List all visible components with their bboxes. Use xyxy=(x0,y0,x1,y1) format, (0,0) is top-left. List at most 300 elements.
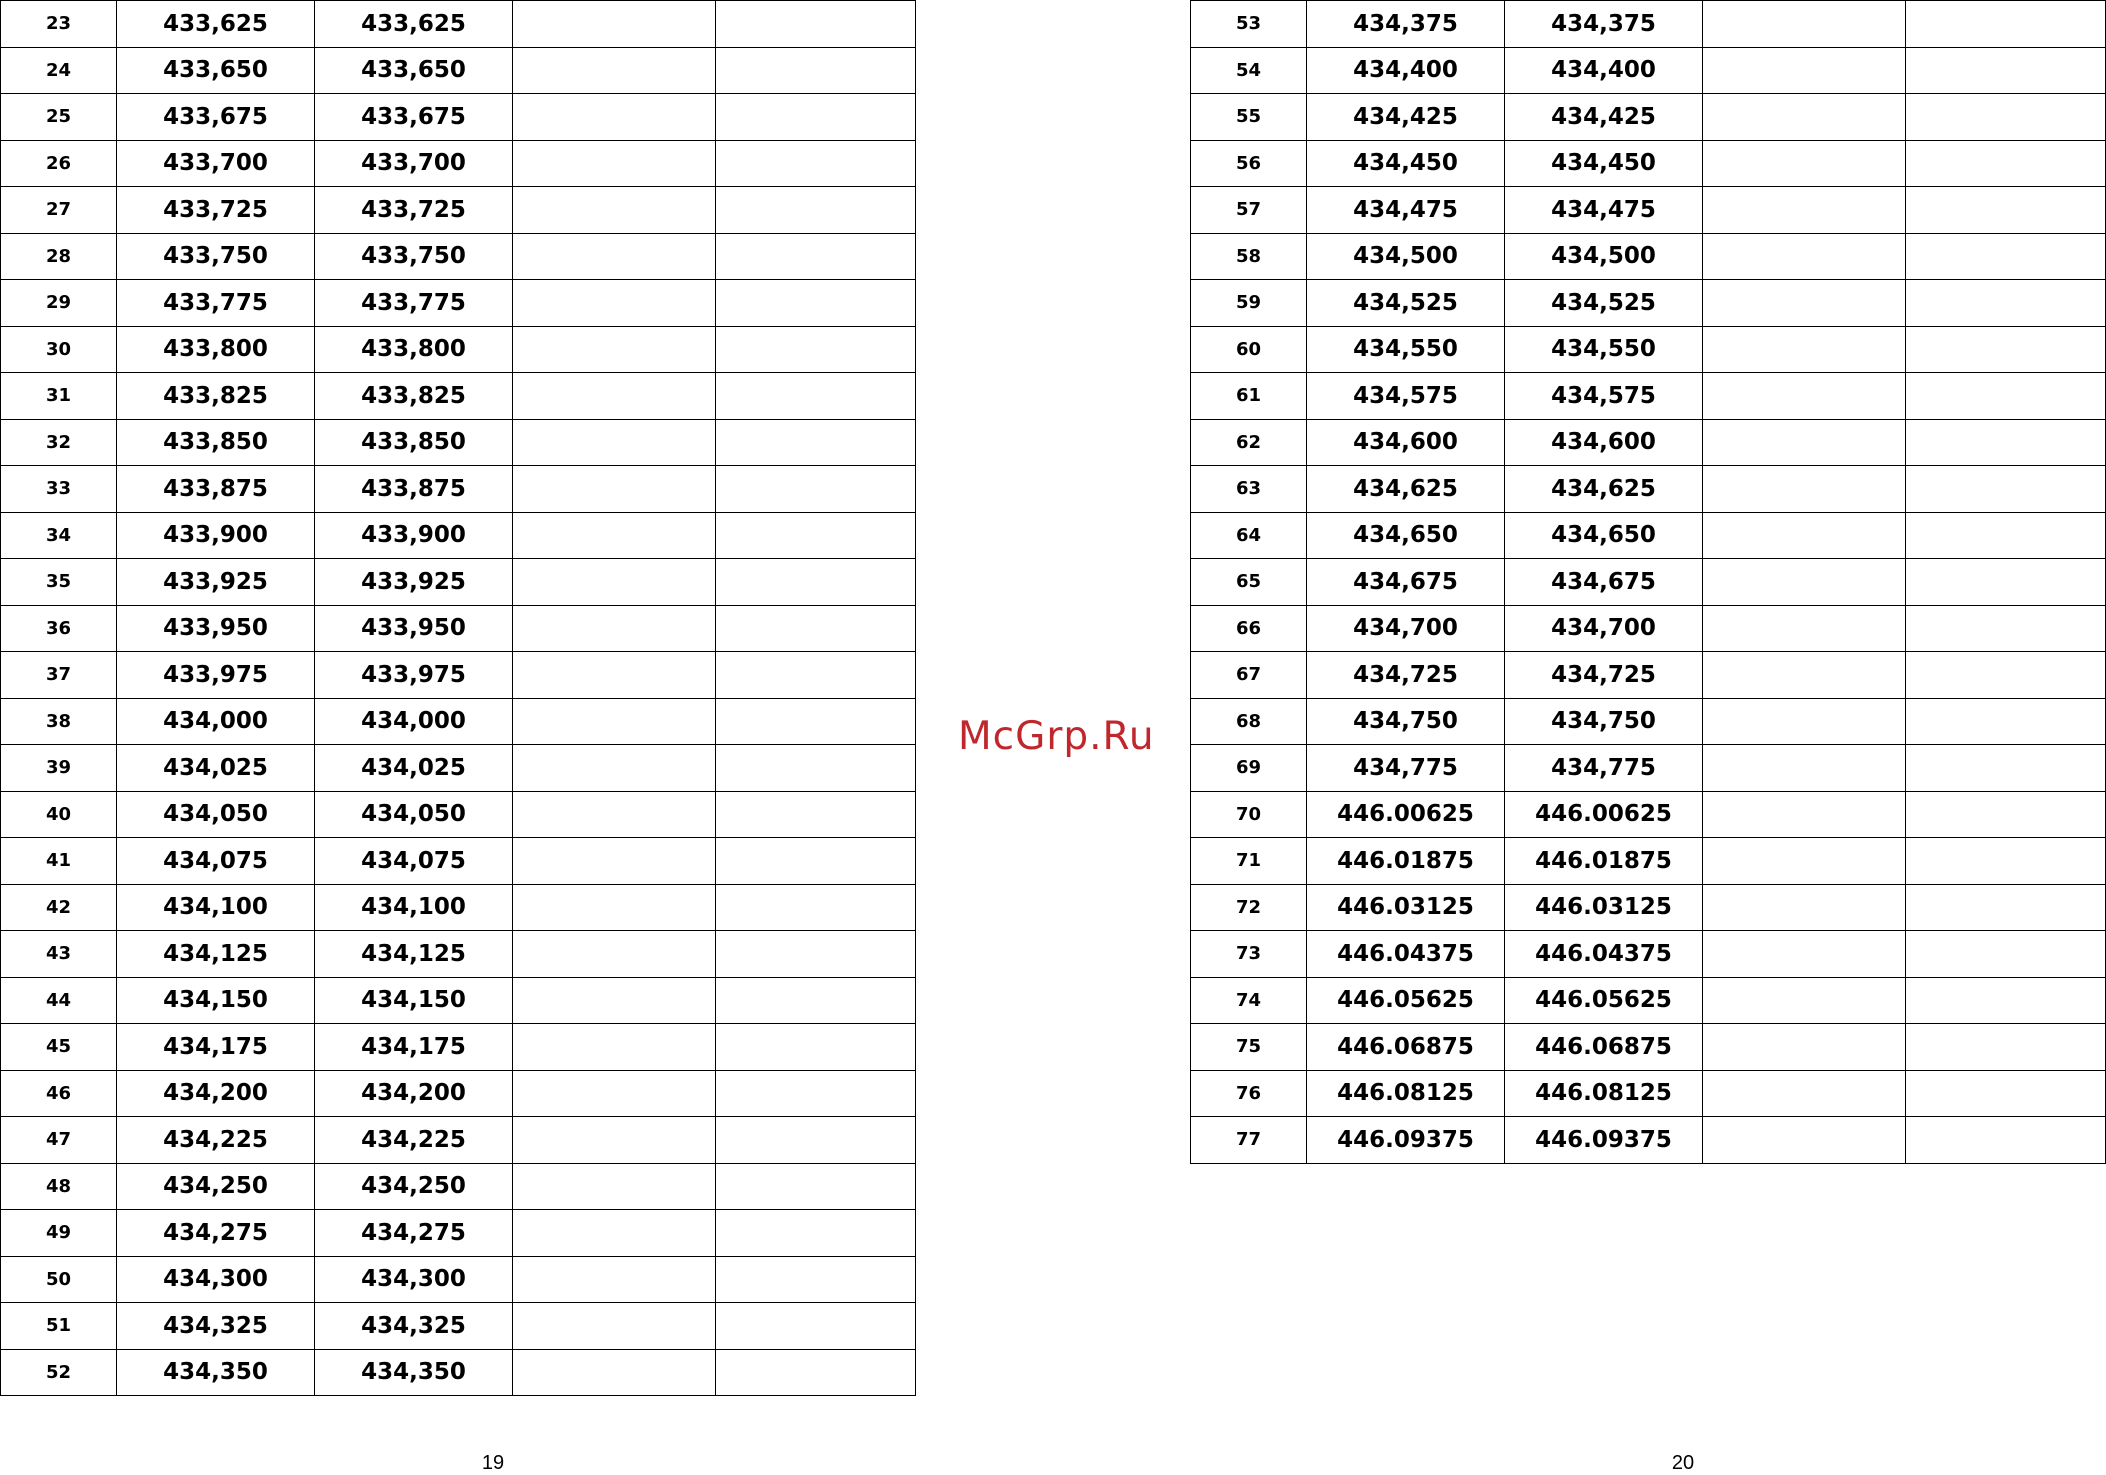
blank-cell xyxy=(716,791,916,838)
frequency-cell: 434,250 xyxy=(315,1163,513,1210)
blank-cell xyxy=(1906,373,2106,420)
frequency-cell: 434,750 xyxy=(1307,698,1505,745)
blank-cell xyxy=(513,280,716,327)
table-row xyxy=(1191,233,2106,280)
frequency-cell: 446.01875 xyxy=(1307,838,1505,885)
blank-cell xyxy=(513,1117,716,1164)
blank-cell xyxy=(1906,745,2106,792)
frequency-cell: 433,925 xyxy=(117,559,315,606)
frequency-cell: 433,675 xyxy=(315,94,513,141)
table-row xyxy=(1,791,916,838)
frequency-cell: 433,900 xyxy=(315,512,513,559)
table-row xyxy=(1,466,916,513)
frequency-cell: 433,775 xyxy=(315,280,513,327)
frequency-cell: 433,825 xyxy=(117,373,315,420)
channel-number-cell: 31 xyxy=(1,373,117,420)
table-row xyxy=(1191,605,2106,652)
channel-number-cell: 41 xyxy=(1,838,117,885)
table-row xyxy=(1191,838,2106,885)
blank-cell xyxy=(513,1349,716,1396)
frequency-cell: 433,850 xyxy=(117,419,315,466)
channel-number-cell: 63 xyxy=(1191,466,1307,513)
table-row xyxy=(1,559,916,606)
blank-cell xyxy=(716,977,916,1024)
blank-cell xyxy=(1906,1117,2106,1164)
blank-cell xyxy=(1906,1,2106,48)
blank-cell xyxy=(1703,931,1906,978)
blank-cell xyxy=(716,512,916,559)
frequency-cell: 433,800 xyxy=(117,326,315,373)
blank-cell xyxy=(1703,1070,1906,1117)
blank-cell xyxy=(1906,559,2106,606)
blank-cell xyxy=(513,419,716,466)
blank-cell xyxy=(1703,466,1906,513)
frequency-cell: 434,700 xyxy=(1307,605,1505,652)
frequency-cell: 434,275 xyxy=(315,1210,513,1257)
frequency-cell: 434,725 xyxy=(1505,652,1703,699)
page-number-right: 20 xyxy=(1671,1452,1695,1474)
table-row xyxy=(1,1163,916,1210)
frequency-cell: 433,625 xyxy=(315,1,513,48)
blank-cell xyxy=(1703,559,1906,606)
table-row xyxy=(1191,791,2106,838)
frequency-cell: 434,575 xyxy=(1307,373,1505,420)
channel-number-cell: 50 xyxy=(1,1256,117,1303)
frequency-cell: 434,625 xyxy=(1505,466,1703,513)
frequency-cell: 434,425 xyxy=(1307,94,1505,141)
table-row xyxy=(1191,977,2106,1024)
blank-cell xyxy=(1703,791,1906,838)
blank-cell xyxy=(513,977,716,1024)
blank-cell xyxy=(513,47,716,94)
frequency-cell: 434,300 xyxy=(117,1256,315,1303)
blank-cell xyxy=(513,1256,716,1303)
page-number-left: 19 xyxy=(481,1452,505,1474)
channel-number-cell: 26 xyxy=(1,140,117,187)
frequency-cell: 433,975 xyxy=(315,652,513,699)
channel-number-cell: 61 xyxy=(1191,373,1307,420)
frequency-cell: 434,175 xyxy=(315,1024,513,1071)
blank-cell xyxy=(1703,1,1906,48)
blank-cell xyxy=(513,745,716,792)
frequency-cell: 433,675 xyxy=(117,94,315,141)
blank-cell xyxy=(513,652,716,699)
channel-number-cell: 43 xyxy=(1,931,117,978)
blank-cell xyxy=(513,605,716,652)
frequency-cell: 434,675 xyxy=(1505,559,1703,606)
table-row xyxy=(1,1117,916,1164)
table-row xyxy=(1,1303,916,1350)
frequency-cell: 434,650 xyxy=(1307,512,1505,559)
frequency-cell: 446.03125 xyxy=(1505,884,1703,931)
channel-number-cell: 23 xyxy=(1,1,117,48)
frequency-cell: 434,475 xyxy=(1505,187,1703,234)
frequency-cell: 434,125 xyxy=(117,931,315,978)
frequency-cell: 434,075 xyxy=(315,838,513,885)
frequency-cell: 434,750 xyxy=(1505,698,1703,745)
blank-cell xyxy=(1906,94,2106,141)
frequency-cell: 434,775 xyxy=(1307,745,1505,792)
channel-number-cell: 29 xyxy=(1,280,117,327)
blank-cell xyxy=(1906,1070,2106,1117)
frequency-cell: 434,350 xyxy=(315,1349,513,1396)
blank-cell xyxy=(716,140,916,187)
channel-number-cell: 53 xyxy=(1191,1,1307,48)
frequency-cell: 434,200 xyxy=(315,1070,513,1117)
blank-cell xyxy=(716,745,916,792)
frequency-cell: 434,475 xyxy=(1307,187,1505,234)
frequency-cell: 446.06875 xyxy=(1505,1024,1703,1071)
blank-cell xyxy=(513,1070,716,1117)
frequency-cell: 434,500 xyxy=(1307,233,1505,280)
blank-cell xyxy=(716,94,916,141)
table-row xyxy=(1,838,916,885)
table-row xyxy=(1191,94,2106,141)
blank-cell xyxy=(1703,884,1906,931)
table-row xyxy=(1191,559,2106,606)
table-row xyxy=(1191,187,2106,234)
blank-cell xyxy=(1906,187,2106,234)
channel-number-cell: 59 xyxy=(1191,280,1307,327)
frequency-table-right-body xyxy=(1191,1,2106,1164)
channel-number-cell: 34 xyxy=(1,512,117,559)
channel-number-cell: 30 xyxy=(1,326,117,373)
blank-cell xyxy=(716,559,916,606)
table-row xyxy=(1,1349,916,1396)
blank-cell xyxy=(1906,698,2106,745)
channel-number-cell: 58 xyxy=(1191,233,1307,280)
frequency-cell: 434,200 xyxy=(117,1070,315,1117)
frequency-cell: 434,025 xyxy=(315,745,513,792)
channel-number-cell: 35 xyxy=(1,559,117,606)
blank-cell xyxy=(513,884,716,931)
frequency-cell: 433,650 xyxy=(117,47,315,94)
blank-cell xyxy=(716,1303,916,1350)
frequency-cell: 434,100 xyxy=(315,884,513,931)
frequency-cell: 446.09375 xyxy=(1505,1117,1703,1164)
frequency-cell: 434,325 xyxy=(117,1303,315,1350)
table-row xyxy=(1191,140,2106,187)
frequency-cell: 434,600 xyxy=(1307,419,1505,466)
frequency-cell: 434,450 xyxy=(1505,140,1703,187)
frequency-cell: 434,600 xyxy=(1505,419,1703,466)
blank-cell xyxy=(1906,977,2106,1024)
table-row xyxy=(1,280,916,327)
table-row xyxy=(1,1024,916,1071)
blank-cell xyxy=(513,512,716,559)
table-row xyxy=(1,326,916,373)
blank-cell xyxy=(1703,1117,1906,1164)
table-row xyxy=(1191,373,2106,420)
channel-number-cell: 57 xyxy=(1191,187,1307,234)
frequency-cell: 434,725 xyxy=(1307,652,1505,699)
blank-cell xyxy=(716,838,916,885)
blank-cell xyxy=(513,326,716,373)
frequency-cell: 434,250 xyxy=(117,1163,315,1210)
frequency-cell: 433,750 xyxy=(117,233,315,280)
frequency-cell: 446.08125 xyxy=(1307,1070,1505,1117)
blank-cell xyxy=(716,373,916,420)
frequency-cell: 434,025 xyxy=(117,745,315,792)
blank-cell xyxy=(716,884,916,931)
channel-number-cell: 51 xyxy=(1,1303,117,1350)
blank-cell xyxy=(716,326,916,373)
blank-cell xyxy=(716,1210,916,1257)
frequency-cell: 446.04375 xyxy=(1307,931,1505,978)
frequency-cell: 434,050 xyxy=(315,791,513,838)
frequency-cell: 434,500 xyxy=(1505,233,1703,280)
blank-cell xyxy=(1703,280,1906,327)
frequency-cell: 434,625 xyxy=(1307,466,1505,513)
channel-number-cell: 46 xyxy=(1,1070,117,1117)
frequency-cell: 433,850 xyxy=(315,419,513,466)
frequency-cell: 446.01875 xyxy=(1505,838,1703,885)
channel-number-cell: 39 xyxy=(1,745,117,792)
blank-cell xyxy=(513,931,716,978)
blank-cell xyxy=(1906,838,2106,885)
blank-cell xyxy=(513,838,716,885)
blank-cell xyxy=(716,1,916,48)
table-row xyxy=(1,652,916,699)
table-row xyxy=(1,419,916,466)
blank-cell xyxy=(513,1303,716,1350)
frequency-cell: 434,350 xyxy=(117,1349,315,1396)
frequency-cell: 434,050 xyxy=(117,791,315,838)
frequency-cell: 434,400 xyxy=(1505,47,1703,94)
blank-cell xyxy=(1906,605,2106,652)
channel-number-cell: 65 xyxy=(1191,559,1307,606)
frequency-cell: 433,750 xyxy=(315,233,513,280)
blank-cell xyxy=(1906,140,2106,187)
blank-cell xyxy=(1703,605,1906,652)
channel-number-cell: 67 xyxy=(1191,652,1307,699)
channel-number-cell: 42 xyxy=(1,884,117,931)
frequency-cell: 434,000 xyxy=(117,698,315,745)
table-row xyxy=(1,1256,916,1303)
blank-cell xyxy=(1906,512,2106,559)
frequency-cell: 434,100 xyxy=(117,884,315,931)
table-row xyxy=(1,1070,916,1117)
blank-cell xyxy=(1703,512,1906,559)
channel-number-cell: 64 xyxy=(1191,512,1307,559)
frequency-cell: 434,375 xyxy=(1307,1,1505,48)
channel-number-cell: 77 xyxy=(1191,1117,1307,1164)
channel-number-cell: 69 xyxy=(1191,745,1307,792)
blank-cell xyxy=(1703,233,1906,280)
channel-number-cell: 24 xyxy=(1,47,117,94)
channel-number-cell: 40 xyxy=(1,791,117,838)
table-row xyxy=(1,698,916,745)
frequency-cell: 433,775 xyxy=(117,280,315,327)
frequency-table-left xyxy=(0,0,916,1396)
blank-cell xyxy=(1703,977,1906,1024)
channel-number-cell: 66 xyxy=(1191,605,1307,652)
blank-cell xyxy=(1906,47,2106,94)
frequency-cell: 434,700 xyxy=(1505,605,1703,652)
frequency-cell: 433,950 xyxy=(315,605,513,652)
channel-number-cell: 32 xyxy=(1,419,117,466)
blank-cell xyxy=(1703,419,1906,466)
table-row xyxy=(1,233,916,280)
frequency-cell: 433,925 xyxy=(315,559,513,606)
blank-cell xyxy=(1906,652,2106,699)
frequency-table-left-body xyxy=(1,1,916,1396)
channel-number-cell: 52 xyxy=(1,1349,117,1396)
channel-number-cell: 73 xyxy=(1191,931,1307,978)
table-row xyxy=(1,94,916,141)
channel-number-cell: 49 xyxy=(1,1210,117,1257)
blank-cell xyxy=(716,1024,916,1071)
frequency-cell: 434,775 xyxy=(1505,745,1703,792)
blank-cell xyxy=(513,559,716,606)
blank-cell xyxy=(1703,187,1906,234)
channel-number-cell: 54 xyxy=(1191,47,1307,94)
blank-cell xyxy=(716,466,916,513)
blank-cell xyxy=(1703,140,1906,187)
frequency-table-right xyxy=(1190,0,2106,1164)
table-row xyxy=(1191,326,2106,373)
blank-cell xyxy=(716,419,916,466)
frequency-cell: 434,550 xyxy=(1505,326,1703,373)
frequency-cell: 434,550 xyxy=(1307,326,1505,373)
frequency-cell: 446.05625 xyxy=(1307,977,1505,1024)
frequency-cell: 434,300 xyxy=(315,1256,513,1303)
blank-cell xyxy=(513,373,716,420)
blank-cell xyxy=(716,47,916,94)
frequency-cell: 434,225 xyxy=(315,1117,513,1164)
frequency-cell: 434,525 xyxy=(1505,280,1703,327)
blank-cell xyxy=(513,1163,716,1210)
blank-cell xyxy=(1906,931,2106,978)
channel-number-cell: 71 xyxy=(1191,838,1307,885)
table-row xyxy=(1,884,916,931)
frequency-cell: 433,625 xyxy=(117,1,315,48)
blank-cell xyxy=(716,1117,916,1164)
blank-cell xyxy=(513,791,716,838)
frequency-cell: 434,075 xyxy=(117,838,315,885)
blank-cell xyxy=(1906,280,2106,327)
table-row xyxy=(1,977,916,1024)
table-row xyxy=(1191,698,2106,745)
frequency-cell: 434,000 xyxy=(315,698,513,745)
channel-number-cell: 75 xyxy=(1191,1024,1307,1071)
table-row xyxy=(1,512,916,559)
channel-number-cell: 55 xyxy=(1191,94,1307,141)
frequency-cell: 446.06875 xyxy=(1307,1024,1505,1071)
channel-number-cell: 38 xyxy=(1,698,117,745)
blank-cell xyxy=(716,280,916,327)
table-row xyxy=(1191,512,2106,559)
blank-cell xyxy=(1906,326,2106,373)
blank-cell xyxy=(513,233,716,280)
blank-cell xyxy=(716,1163,916,1210)
frequency-cell: 446.04375 xyxy=(1505,931,1703,978)
channel-number-cell: 72 xyxy=(1191,884,1307,931)
table-row xyxy=(1,1210,916,1257)
blank-cell xyxy=(1703,652,1906,699)
blank-cell xyxy=(1906,233,2106,280)
table-row xyxy=(1191,1,2106,48)
channel-number-cell: 74 xyxy=(1191,977,1307,1024)
blank-cell xyxy=(716,698,916,745)
table-row xyxy=(1191,1117,2106,1164)
blank-cell xyxy=(716,605,916,652)
blank-cell xyxy=(716,1256,916,1303)
channel-number-cell: 36 xyxy=(1,605,117,652)
table-row xyxy=(1,187,916,234)
frequency-cell: 433,800 xyxy=(315,326,513,373)
frequency-cell: 434,675 xyxy=(1307,559,1505,606)
channel-number-cell: 76 xyxy=(1191,1070,1307,1117)
frequency-cell: 434,175 xyxy=(117,1024,315,1071)
table-row xyxy=(1191,652,2106,699)
table-row xyxy=(1,140,916,187)
table-row xyxy=(1,1,916,48)
frequency-cell: 446.00625 xyxy=(1307,791,1505,838)
table-row xyxy=(1,605,916,652)
frequency-cell: 434,525 xyxy=(1307,280,1505,327)
frequency-cell: 446.09375 xyxy=(1307,1117,1505,1164)
table-row xyxy=(1,745,916,792)
frequency-cell: 433,900 xyxy=(117,512,315,559)
blank-cell xyxy=(1703,94,1906,141)
frequency-cell: 433,650 xyxy=(315,47,513,94)
channel-number-cell: 47 xyxy=(1,1117,117,1164)
table-row xyxy=(1191,47,2106,94)
frequency-cell: 434,325 xyxy=(315,1303,513,1350)
table-row xyxy=(1191,884,2106,931)
blank-cell xyxy=(716,1349,916,1396)
frequency-cell: 434,400 xyxy=(1307,47,1505,94)
channel-number-cell: 27 xyxy=(1,187,117,234)
blank-cell xyxy=(1906,1024,2106,1071)
blank-cell xyxy=(1906,466,2106,513)
frequency-cell: 434,150 xyxy=(117,977,315,1024)
blank-cell xyxy=(1703,745,1906,792)
table-row xyxy=(1191,931,2106,978)
blank-cell xyxy=(513,1,716,48)
frequency-cell: 433,875 xyxy=(117,466,315,513)
frequency-cell: 434,375 xyxy=(1505,1,1703,48)
channel-number-cell: 68 xyxy=(1191,698,1307,745)
frequency-cell: 434,650 xyxy=(1505,512,1703,559)
frequency-cell: 446.03125 xyxy=(1307,884,1505,931)
frequency-cell: 446.08125 xyxy=(1505,1070,1703,1117)
table-row xyxy=(1191,419,2106,466)
channel-number-cell: 37 xyxy=(1,652,117,699)
channel-number-cell: 44 xyxy=(1,977,117,1024)
table-row xyxy=(1191,466,2106,513)
frequency-cell: 434,150 xyxy=(315,977,513,1024)
channel-number-cell: 70 xyxy=(1191,791,1307,838)
blank-cell xyxy=(1906,791,2106,838)
blank-cell xyxy=(716,931,916,978)
frequency-cell: 433,950 xyxy=(117,605,315,652)
blank-cell xyxy=(716,187,916,234)
channel-number-cell: 48 xyxy=(1,1163,117,1210)
frequency-cell: 446.00625 xyxy=(1505,791,1703,838)
channel-number-cell: 62 xyxy=(1191,419,1307,466)
frequency-cell: 433,700 xyxy=(315,140,513,187)
blank-cell xyxy=(513,1024,716,1071)
blank-cell xyxy=(513,698,716,745)
frequency-cell: 434,450 xyxy=(1307,140,1505,187)
table-row xyxy=(1191,1024,2106,1071)
frequency-cell: 434,225 xyxy=(117,1117,315,1164)
frequency-cell: 434,425 xyxy=(1505,94,1703,141)
channel-number-cell: 28 xyxy=(1,233,117,280)
blank-cell xyxy=(1703,373,1906,420)
